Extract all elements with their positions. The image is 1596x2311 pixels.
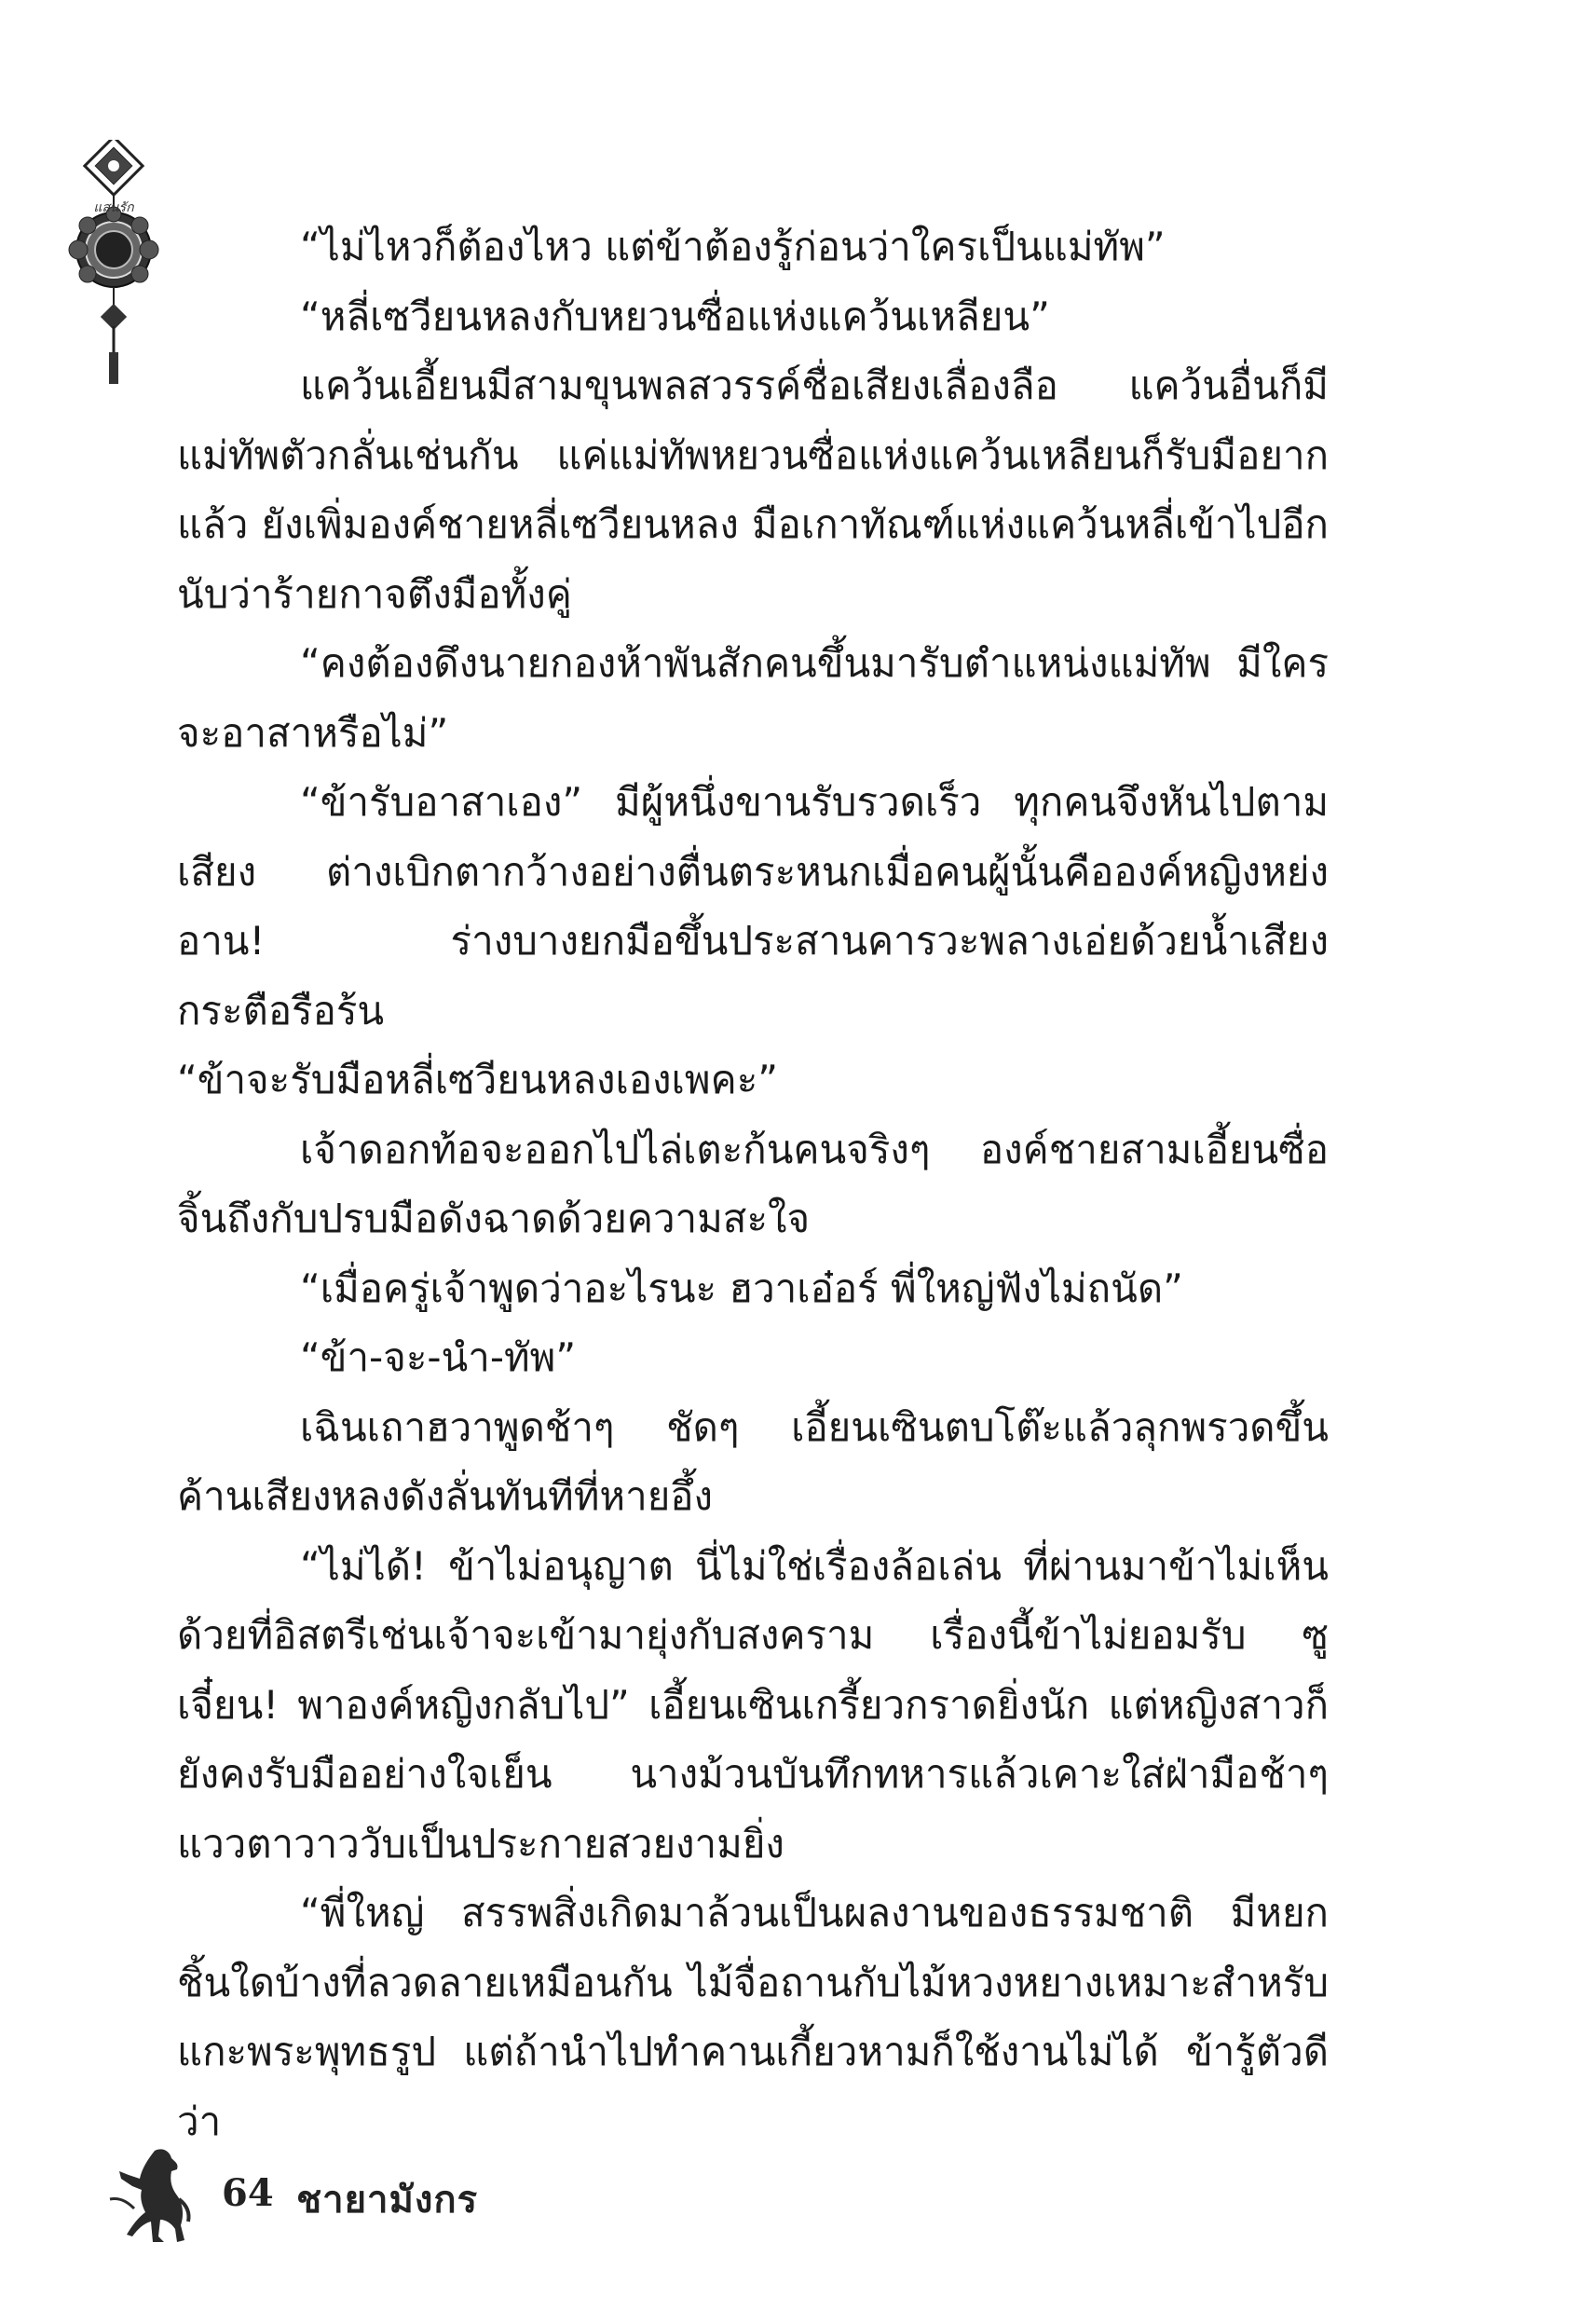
ornament-caption: แสนรัก: [93, 200, 134, 215]
paragraph: เจ้าดอกท้อจะออกไปไล่เตะก้นคนจริงๆ องค์ชายสามเอี้ยนซื่อจิ้นถึงกับปรบมือดังฉาดด้วยความสะใจ: [177, 1126, 1329, 1241]
rearing-horse-icon: [101, 2143, 194, 2246]
paragraph: “ไม่ไหวก็ต้องไหว แต่ข้าต้องรู้ก่อนว่าใครเป็นแม่ทัพ”: [300, 224, 1166, 269]
page-number: 64: [222, 2171, 274, 2215]
paragraph: “ไม่ได้! ข้าไม่อนุญาต นี่ไม่ใช่เรื่องล้อเล่น ที่ผ่านมาข้าไม่เห็นด้วยที่อิสตรีเช่นเจ้าจะเข้ามายุ่งกับสงคราม เรื่องนี้ข้าไม่ยอมรับ ซูเจี๋ยน! พาองค์หญิงกลับไป” เอี้ยนเซินเกรี้ยวกราดยิ่งนัก แต่หญิงสาวก็ยังคงรับมืออย่างใจเย็น นางม้วนบันทึกทหารแล้วเคาะใส่ฝ่ามือช้าๆ แววตาวาววับเป็นประกายสวยงามยิ่ง: [177, 1542, 1329, 1867]
paragraph: “หลี่เซวียนหลงกับหยวนซื่อแห่งแคว้นเหลียน”: [300, 293, 1050, 339]
paragraph: “ข้าจะรับมือหลี่เซวียนหลงเองเพคะ”: [177, 1057, 779, 1102]
paragraph: เฉินเถาฮวาพูดช้าๆ ชัดๆ เอี้ยนเซินตบโต๊ะแล้วลุกพรวดขึ้น ค้านเสียงหลงดังลั่นทันทีที่หายอึ้ง: [177, 1403, 1329, 1519]
paragraph: แคว้นเอี้ยนมีสามขุนพลสวรรค์ชื่อเสียงเลื่องลือ แคว้นอื่นก็มีแม่ทัพตัวกลั่นเช่นกัน แค่แม่ทัพหยวนซื่อแห่งแคว้นเหลียนก็รับมือยากแล้ว ยังเพิ่มองค์ชายหลี่เซวียนหลง มือเกาทัณฑ์แห่งแคว้นหลี่เข้าไปอีก นับว่าร้ายกาจตึงมือทั้งคู่: [177, 362, 1329, 617]
paragraph: “ข้า-จะ-นำ-ทัพ”: [300, 1334, 577, 1380]
book-title: ชายามังกร: [296, 2179, 479, 2222]
page-footer: [101, 2143, 660, 2246]
body-text: [177, 212, 1329, 2156]
paragraph: “เมื่อครู่เจ้าพูดว่าอะไรนะ ฮวาเอ๋อร์ พี่ใหญ่ฟังไม่ถนัด”: [300, 1265, 1183, 1311]
paragraph: “พี่ใหญ่ สรรพสิ่งเกิดมาล้วนเป็นผลงานของธรรมชาติ มีหยกชิ้นใดบ้างที่ลวดลายเหมือนกัน ไม้จื่อถานกับไม้หวงหยางเหมาะสำหรับแกะพระพุทธรูป แต่ถ้านำไปทำคานเกี้ยวหามก็ใช้งานไม่ได้ ข้ารู้ตัวดีว่า: [177, 1890, 1329, 2144]
paragraph: “คงต้องดึงนายกองห้าพันสักคนขึ้นมารับตำแหน่งแม่ทัพ มีใครจะอาสาหรือไม่”: [177, 640, 1329, 756]
paragraph: “ข้ารับอาสาเอง” มีผู้หนึ่งขานรับรวดเร็ว ทุกคนจึงหันไปตามเสียง ต่างเบิกตากว้างอย่างตื่นตระหนกเมื่อคนผู้นั้นคือองค์หญิงหย่งอาน! ร่างบางยกมือขึ้นประสานคารวะพลางเอ่ยด้วยน้ำเสียงกระตือรือร้น: [177, 779, 1329, 1033]
chinese-knot-ornament-icon: [58, 140, 170, 419]
